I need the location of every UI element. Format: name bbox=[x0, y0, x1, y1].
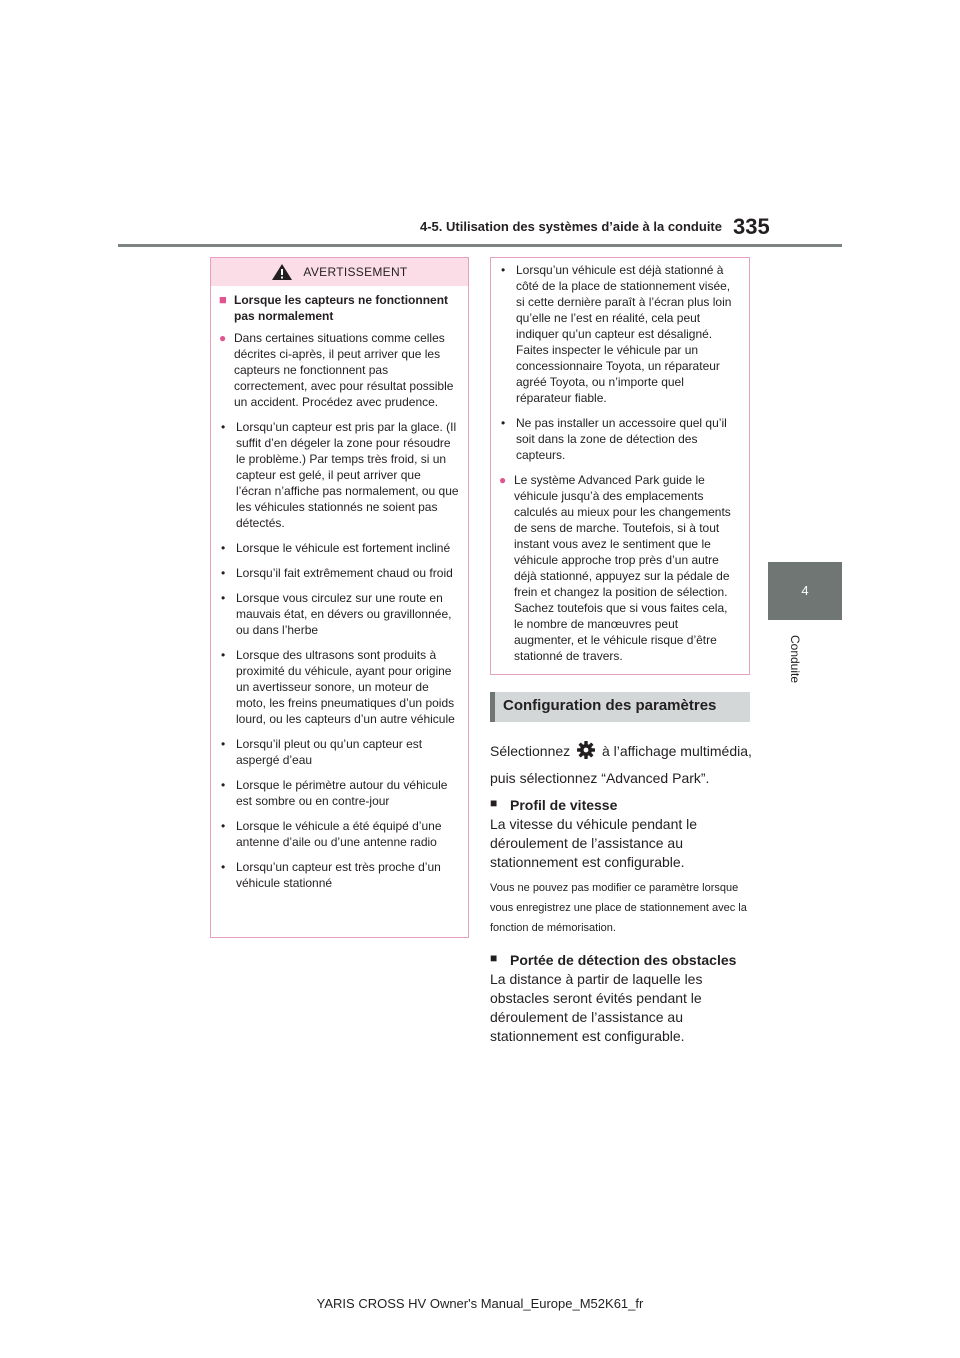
chapter-number: 4 bbox=[801, 583, 809, 598]
config-heading-text: Configuration des paramètres bbox=[503, 697, 717, 714]
chapter-label bbox=[780, 632, 810, 686]
list-item: • Lorsque le véhicule est fortement incliné bbox=[221, 541, 451, 555]
warning-intro bbox=[219, 330, 459, 410]
square-bullet-icon: ■ bbox=[490, 951, 498, 965]
circle-bullet-icon: ● bbox=[499, 473, 507, 487]
warning-box-right bbox=[490, 257, 750, 675]
list-item: • Lorsque des ultrasons sont produits à proximité du véhicule, ayant pour origine un avertisseur sonore, un moteur de moto, les freins pneumatiques d’un poids lourd, ou les capteurs d’un autre véhicule bbox=[221, 648, 455, 726]
list-item: • Lorsqu’un capteur est pris par la glace. (Il suffit d’en dégeler la zone pour résoudre le problème.) Par temps très froid, si un capteur est gelé, il peut arriver que l’écran n’affiche pas normalement, ou que les véhicules stationnés ne soient pas détectés. bbox=[221, 420, 459, 530]
config-intro: Sélectionnez à l’affichage multimédia, puis sélectionnez “Advanced Park”. bbox=[490, 738, 760, 792]
list-item: • Lorsque vous circulez sur une route en mauvais état, en dévers ou gravillonnée, ou dans l’herbe bbox=[221, 591, 452, 637]
section-title: 4-5. Utilisation des systèmes d’aide à la conduite bbox=[420, 219, 722, 234]
list-item: • Lorsque le véhicule a été équipé d’une antenne d’aile ou d’une antenne radio bbox=[221, 819, 442, 849]
warning-title bbox=[219, 292, 459, 324]
chapter-tab bbox=[768, 562, 842, 620]
list-item: • Lorsqu’il fait extrêmement chaud ou froid bbox=[221, 566, 453, 580]
square-bullet-icon: ■ bbox=[490, 796, 498, 810]
list-item: • Lorsqu’il pleut ou qu’un capteur est aspergé d’eau bbox=[221, 737, 423, 767]
header-rule bbox=[118, 244, 842, 247]
warning-heading: AVERTISSEMENT bbox=[303, 265, 408, 279]
speed-profile-title: ■ Profil de vitesse bbox=[490, 796, 618, 813]
list-item: • Lorsque le périmètre autour du véhicule est sombre ou en contre-jour bbox=[221, 778, 448, 808]
config-body bbox=[490, 738, 760, 1046]
obstacle-range-title: ■ Portée de détection des obstacles bbox=[490, 951, 737, 968]
warning-box-left bbox=[210, 257, 469, 938]
speed-profile-note: Vous ne pouvez pas modifier ce paramètre lorsque vous enregistrez une place de stationnement avec la fonction de mémorisation. bbox=[490, 882, 747, 934]
circle-bullet-icon: ● bbox=[219, 331, 227, 345]
warning-title-text: Lorsque les capteurs ne fonctionnent pas normalement bbox=[234, 293, 449, 323]
warning-note-text: Le système Advanced Park guide le véhicule jusqu’à des emplacements calculés au mieux pour les changements de sens de marche. Toutefois, si à tout instant vous avez le sentiment que le véhicule approche trop près d’un autre déjà stationné, appuyez sur la pédale de frein et changez la position de sélection. Sachez toutefois que si vous faites cela, le nombre de manœuvres peut augmenter, et le véhicule risque d’être stationné de travers. bbox=[514, 473, 731, 663]
warning-triangle-icon bbox=[271, 263, 293, 281]
list-item: • Lorsqu’un véhicule est déjà stationné à côté de la place de stationnement visée, si cette dernière paraît à l’écran plus loin qu’elle ne l’est en réalité, cela peut indiquer qu’un capteur est désaligné. Faites inspecter le véhicule par un concessionnaire Toyota, un réparateur agréé Toyota, ou n’importe quel réparateur fiable. bbox=[501, 263, 732, 405]
heading-accent-bar bbox=[490, 692, 495, 722]
warning-header bbox=[211, 258, 468, 286]
warning-intro-text: Dans certaines situations comme celles décrites ci-après, il peut arriver que les capteurs ne fonctionnent pas correctement, avec pour résultat possible un accident. Procédez avec prudence. bbox=[234, 331, 454, 409]
config-heading bbox=[490, 692, 750, 722]
speed-profile-text: La vitesse du véhicule pendant le déroulement de l’assistance au stationnement est configurable. bbox=[490, 816, 698, 870]
chapter-label-text: Conduite bbox=[788, 634, 802, 684]
gear-icon bbox=[576, 740, 596, 760]
obstacle-range-text: La distance à partir de laquelle les obstacles seront évités pendant le déroulement de l’assistance au stationnement est configurable. bbox=[490, 971, 703, 1044]
page-number: 335 bbox=[733, 214, 770, 239]
square-bullet-icon: ■ bbox=[219, 292, 227, 307]
footer-text: YARIS CROSS HV Owner's Manual_Europe_M52K61_fr bbox=[316, 1296, 644, 1311]
warning-note bbox=[499, 472, 740, 664]
list-item: • Lorsqu’un capteur est très proche d’un véhicule stationné bbox=[221, 860, 441, 890]
list-item: • Ne pas installer un accessoire quel qu’il soit dans la zone de détection des capteurs. bbox=[501, 416, 727, 462]
